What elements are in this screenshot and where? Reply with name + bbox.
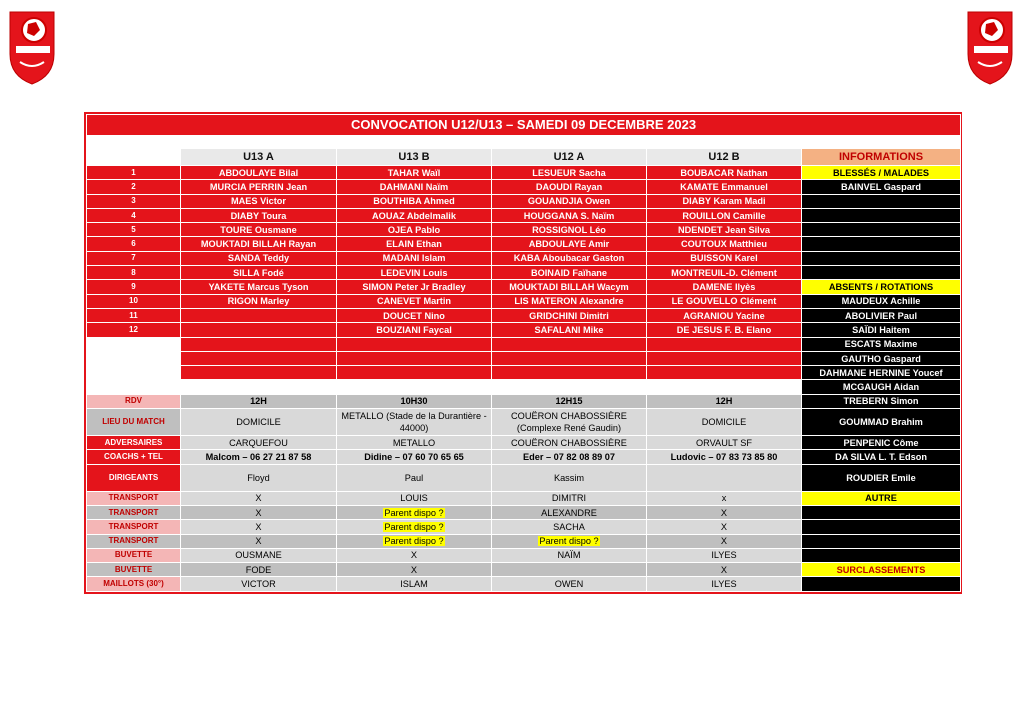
player-u13a	[181, 351, 337, 365]
roster-row	[87, 166, 961, 180]
row-number: 5	[87, 223, 181, 237]
logistics-row	[87, 534, 961, 548]
logistics-u13a: VICTOR	[181, 577, 337, 591]
gap-cell	[87, 380, 802, 394]
roster-row	[87, 323, 961, 337]
info-cell: MAUDEUX Achille	[802, 294, 961, 308]
logistics-u13a: X	[181, 491, 337, 505]
roster-row	[87, 223, 961, 237]
player-u12b: BUISSON Karel	[647, 251, 802, 265]
highlight-text: Parent dispo ?	[384, 536, 444, 547]
player-u13a: MOUKTADI BILLAH Rayan	[181, 237, 337, 251]
player-u12a: MOUKTADI BILLAH Wacym	[492, 280, 647, 294]
lieu-u13a: DOMICILE	[181, 409, 337, 436]
logistics-u13b: X	[337, 563, 492, 577]
info-cell: DAHMANE HERNINE Youcef	[802, 366, 961, 380]
lieu-u12b: DOMICILE	[647, 409, 802, 436]
gap-row	[87, 380, 961, 394]
header-u13a: U13 A	[181, 149, 337, 166]
player-u12b: DIABY Karam Madi	[647, 194, 802, 208]
logistics-label: BUVETTE	[87, 548, 181, 562]
club-crest-icon	[6, 6, 58, 86]
logistics-u13a: OUSMANE	[181, 548, 337, 562]
logistics-u12b: X	[647, 563, 802, 577]
player-u12b	[647, 337, 802, 351]
dirigeants-row	[87, 464, 961, 491]
roster-row	[87, 266, 961, 280]
info-cell: BAINVEL Gaspard	[802, 180, 961, 194]
player-u12b: BOUBACAR Nathan	[647, 166, 802, 180]
player-u12b: DE JESUS F. B. Elano	[647, 323, 802, 337]
adv-u12a: COUËRON CHABOSSIÈRE	[492, 436, 647, 450]
player-u12a: ABDOULAYE Amir	[492, 237, 647, 251]
rdv-u12b: 12H	[647, 394, 802, 408]
player-u13a	[181, 337, 337, 351]
player-u12a	[492, 337, 647, 351]
player-u12b: DAMENE Ilyès	[647, 280, 802, 294]
roster-row	[87, 180, 961, 194]
player-u12b: NDENDET Jean Silva	[647, 223, 802, 237]
player-u12b: COUTOUX Matthieu	[647, 237, 802, 251]
player-u13a: SANDA Teddy	[181, 251, 337, 265]
adv-label: ADVERSAIRES	[87, 436, 181, 450]
player-u13b: TAHAR Waïl	[337, 166, 492, 180]
header-u13b: U13 B	[337, 149, 492, 166]
player-u12a	[492, 366, 647, 380]
logistics-row	[87, 491, 961, 505]
rdv-u13b: 10H30	[337, 394, 492, 408]
logistics-u12a	[492, 563, 647, 577]
logistics-label: TRANSPORT	[87, 520, 181, 534]
info-cell: PENPENIC Côme	[802, 436, 961, 450]
roster-row	[87, 337, 961, 351]
player-u13b: SIMON Peter Jr Bradley	[337, 280, 492, 294]
player-u12b: LE GOUVELLO Clément	[647, 294, 802, 308]
info-cell	[802, 237, 961, 251]
info-cell	[802, 194, 961, 208]
player-u13a: MURCIA PERRIN Jean	[181, 180, 337, 194]
player-u12a: GRIDCHINI Dimitri	[492, 308, 647, 322]
info-cell: ESCATS Maxime	[802, 337, 961, 351]
row-number: 4	[87, 208, 181, 222]
rdv-row	[87, 394, 961, 408]
player-u12b	[647, 366, 802, 380]
coachs-row	[87, 450, 961, 464]
roster-row	[87, 237, 961, 251]
roster-row	[87, 351, 961, 365]
coachs-u12b: Ludovic – 07 83 73 85 80	[647, 450, 802, 464]
player-u13b: LEDEVIN Louis	[337, 266, 492, 280]
info-cell: GAUTHO Gaspard	[802, 351, 961, 365]
lieu-u12a: COUËRON CHABOSSIÈRE (Complexe René Gaudin)	[492, 409, 647, 436]
logistics-label: MAILLOTS (30°)	[87, 577, 181, 591]
logistics-label: BUVETTE	[87, 563, 181, 577]
logistics-u13b: X	[337, 548, 492, 562]
player-u13b: BOUTHIBA Ahmed	[337, 194, 492, 208]
player-u13b: DOUCET Nino	[337, 308, 492, 322]
player-u12a: BOINAID Faïhane	[492, 266, 647, 280]
roster-row	[87, 308, 961, 322]
roster-row	[87, 366, 961, 380]
dirigeants-label: DIRIGEANTS	[87, 464, 181, 491]
logistics-u13b	[337, 534, 492, 548]
rdv-u13a: 12H	[181, 394, 337, 408]
info-cell: TREBERN Simon	[802, 394, 961, 408]
highlight-text: Parent dispo ?	[539, 536, 599, 547]
player-u12a: LIS MATERON Alexandre	[492, 294, 647, 308]
player-u13b: DAHMANI Naïm	[337, 180, 492, 194]
info-cell	[802, 505, 961, 519]
info-cell	[802, 251, 961, 265]
logistics-u13b	[337, 520, 492, 534]
header-informations: INFORMATIONS	[802, 149, 961, 166]
player-u13b	[337, 337, 492, 351]
logistics-u12a: ALEXANDRE	[492, 505, 647, 519]
club-crest-icon	[964, 6, 1016, 86]
coachs-u13a: Malcom – 06 27 21 87 58	[181, 450, 337, 464]
player-u12a	[492, 351, 647, 365]
logistics-row	[87, 548, 961, 562]
adv-u13a: CARQUEFOU	[181, 436, 337, 450]
logistics-row	[87, 520, 961, 534]
info-cell: SAÏDI Haitem	[802, 323, 961, 337]
player-u13a: TOURE Ousmane	[181, 223, 337, 237]
player-u12a: HOUGGANA S. Naïm	[492, 208, 647, 222]
logistics-label: TRANSPORT	[87, 534, 181, 548]
logistics-u12b: x	[647, 491, 802, 505]
rdv-label: RDV	[87, 394, 181, 408]
player-u13b	[337, 351, 492, 365]
player-u12b: ROUILLON Camille	[647, 208, 802, 222]
logistics-label: TRANSPORT	[87, 505, 181, 519]
roster-row	[87, 194, 961, 208]
dirigeants-u12a: Kassim	[492, 464, 647, 491]
info-cell	[802, 223, 961, 237]
logistics-u12b: X	[647, 534, 802, 548]
lieu-label: LIEU DU MATCH	[87, 409, 181, 436]
adv-u12b: ORVAULT SF	[647, 436, 802, 450]
header-u12a: U12 A	[492, 149, 647, 166]
info-cell: GOUMMAD Brahim	[802, 409, 961, 436]
player-u13b: CANEVET Martin	[337, 294, 492, 308]
row-number	[87, 337, 181, 351]
row-number	[87, 351, 181, 365]
coachs-u12a: Eder – 07 82 08 89 07	[492, 450, 647, 464]
logistics-label: TRANSPORT	[87, 491, 181, 505]
row-number: 3	[87, 194, 181, 208]
coachs-u13b: Didine – 07 60 70 65 65	[337, 450, 492, 464]
row-number: 7	[87, 251, 181, 265]
logistics-u12a: SACHA	[492, 520, 647, 534]
info-cell: AUTRE	[802, 491, 961, 505]
logistics-u12a	[492, 534, 647, 548]
info-cell: MCGAUGH Aidan	[802, 380, 961, 394]
row-number: 12	[87, 323, 181, 337]
player-u12a: DAOUDI Rayan	[492, 180, 647, 194]
info-cell	[802, 577, 961, 591]
info-cell: SURCLASSEMENTS	[802, 563, 961, 577]
logistics-u13b: LOUIS	[337, 491, 492, 505]
info-cell	[802, 548, 961, 562]
row-number	[87, 366, 181, 380]
dirigeants-u13a: Floyd	[181, 464, 337, 491]
roster-row	[87, 294, 961, 308]
row-number: 9	[87, 280, 181, 294]
logistics-row	[87, 505, 961, 519]
rdv-u12a: 12H15	[492, 394, 647, 408]
player-u12a: KABA Aboubacar Gaston	[492, 251, 647, 265]
roster-row	[87, 280, 961, 294]
highlight-text: Parent dispo ?	[384, 507, 444, 518]
info-cell: ABOLIVIER Paul	[802, 308, 961, 322]
logistics-u12a: OWEN	[492, 577, 647, 591]
dirigeants-u13b: Paul	[337, 464, 492, 491]
info-cell: DA SILVA L. T. Edson	[802, 450, 961, 464]
lieu-row	[87, 409, 961, 436]
player-u13b: AOUAZ Abdelmalik	[337, 208, 492, 222]
player-u13b	[337, 366, 492, 380]
logistics-u12b: X	[647, 520, 802, 534]
info-cell: ABSENTS / ROTATIONS	[802, 280, 961, 294]
logistics-u12b: ILYES	[647, 548, 802, 562]
player-u12a: LESUEUR Sacha	[492, 166, 647, 180]
row-number: 2	[87, 180, 181, 194]
logistics-u13a: X	[181, 534, 337, 548]
player-u13b: ELAIN Ethan	[337, 237, 492, 251]
player-u13a	[181, 366, 337, 380]
logistics-u12b: ILYES	[647, 577, 802, 591]
info-cell	[802, 520, 961, 534]
player-u12b: MONTREUIL-D. Clément	[647, 266, 802, 280]
logistics-u12b: X	[647, 505, 802, 519]
player-u12a: GOUANDJIA Owen	[492, 194, 647, 208]
row-number: 10	[87, 294, 181, 308]
logistics-u13b: ISLAM	[337, 577, 492, 591]
convocation-sheet	[84, 112, 962, 594]
info-cell: ROUDIER Emile	[802, 464, 961, 491]
adv-row	[87, 436, 961, 450]
row-number: 11	[87, 308, 181, 322]
info-cell: BLESSÉS / MALADES	[802, 166, 961, 180]
row-number: 8	[87, 266, 181, 280]
info-cell	[802, 534, 961, 548]
adv-u13b: METALLO	[337, 436, 492, 450]
roster-row	[87, 251, 961, 265]
info-cell	[802, 266, 961, 280]
roster-row	[87, 208, 961, 222]
row-number: 1	[87, 166, 181, 180]
player-u13a: SILLA Fodé	[181, 266, 337, 280]
player-u13a: YAKETE Marcus Tyson	[181, 280, 337, 294]
logistics-row	[87, 563, 961, 577]
player-u12a: SAFALANI Mike	[492, 323, 647, 337]
player-u12b	[647, 351, 802, 365]
player-u13a: ABDOULAYE Bilal	[181, 166, 337, 180]
logistics-u13a: FODE	[181, 563, 337, 577]
player-u12b: KAMATE Emmanuel	[647, 180, 802, 194]
header-blank	[87, 149, 181, 166]
logistics-row	[87, 577, 961, 591]
player-u12b: AGRANIOU Yacine	[647, 308, 802, 322]
coachs-label: COACHS + TEL	[87, 450, 181, 464]
convocation-table	[86, 114, 961, 592]
player-u13a: DIABY Toura	[181, 208, 337, 222]
logistics-u12a: DIMITRI	[492, 491, 647, 505]
header-u12b: U12 B	[647, 149, 802, 166]
player-u13a	[181, 308, 337, 322]
player-u13b: MADANI Islam	[337, 251, 492, 265]
player-u13a: RIGON Marley	[181, 294, 337, 308]
player-u12a: ROSSIGNOL Léo	[492, 223, 647, 237]
highlight-text: Parent dispo ?	[384, 521, 444, 532]
page-title: CONVOCATION U12/U13 – SAMEDI 09 DECEMBRE 2023	[87, 115, 961, 136]
player-u13b: BOUZIANI Faycal	[337, 323, 492, 337]
spacer-row	[87, 136, 961, 149]
player-u13b: OJEA Pablo	[337, 223, 492, 237]
info-cell	[802, 208, 961, 222]
logistics-u13a: X	[181, 520, 337, 534]
dirigeants-u12b	[647, 464, 802, 491]
lieu-u13b: METALLO (Stade de la Durantière - 44000)	[337, 409, 492, 436]
logistics-u13a: X	[181, 505, 337, 519]
player-u13a: MAES Victor	[181, 194, 337, 208]
player-u13a	[181, 323, 337, 337]
logistics-u12a: NAÏM	[492, 548, 647, 562]
row-number: 6	[87, 237, 181, 251]
logistics-u13b	[337, 505, 492, 519]
